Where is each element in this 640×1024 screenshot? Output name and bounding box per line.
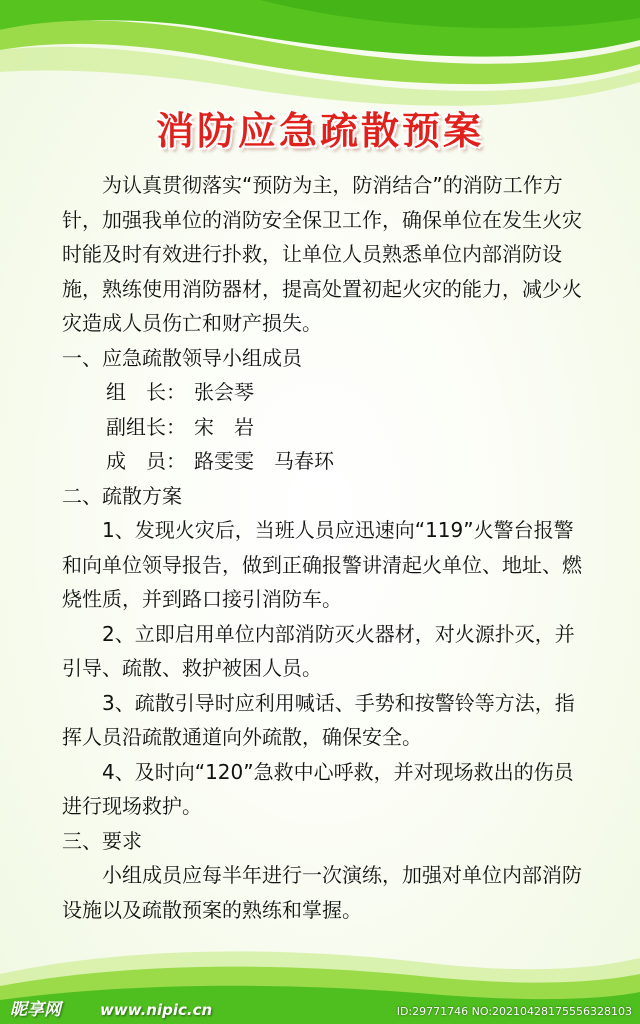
plan-item: 4、及时向“120”急救中心呼救，并对现场救出的伤员进行现场救护。 bbox=[62, 759, 574, 818]
member-row bbox=[62, 410, 582, 445]
document-title: 消防应急疏散预案 bbox=[155, 109, 484, 153]
member-label: 组 长： bbox=[106, 380, 186, 404]
document-body bbox=[62, 168, 582, 927]
watermark-logo: 昵享网 bbox=[10, 1000, 61, 1020]
member-value: 路雯雯 马春环 bbox=[194, 449, 334, 473]
member-label: 副组长： bbox=[106, 414, 186, 439]
watermark-site: www.nipic.cn bbox=[100, 1001, 213, 1019]
watermark-footer bbox=[0, 994, 640, 1020]
plan-item: 2、立即启用单位内部消防灭火器材，对火源扑灭，并引导、疏散、救护被困人员。 bbox=[62, 621, 575, 680]
member-row bbox=[62, 444, 582, 479]
section2-heading: 二、疏散方案 bbox=[62, 483, 182, 508]
watermark-id: ID:29771746 NO:20210428175556328103 bbox=[396, 1005, 632, 1018]
member-label: 成 员： bbox=[106, 449, 186, 473]
section3-heading: 三、要求 bbox=[62, 828, 142, 853]
member-value: 宋 岩 bbox=[194, 414, 254, 439]
intro-paragraph: 为认真贯彻落实“预防为主，防消结合”的消防工作方针，加强我单位的消防安全保卫工作，确保单位在发生火灾时能及时有效进行扑救，让单位人员熟悉单位内部消防设施，熟练使用消防器材，提高处置初起火灾的能力，减少火灾造成人员伤亡和财产损失。 bbox=[62, 173, 582, 335]
section1-heading: 一、应急疏散领导小组成员 bbox=[62, 345, 302, 370]
member-value: 张会琴 bbox=[194, 380, 254, 404]
requirement-paragraph: 小组成员应每半年进行一次演练，加强对单位内部消防设施以及疏散预案的熟练和掌握。 bbox=[62, 863, 582, 922]
member-row bbox=[62, 375, 582, 410]
plan-item: 3、疏散引导时应利用喊话、手势和按警铃等方法，指挥人员沿疏散通道向外疏散，确保安全。 bbox=[62, 690, 575, 749]
plan-item: 1、发现火灾后，当班人员应迅速向“119”火警台报警和向单位领导报告，做到正确报警讲清起火单位、地址、燃烧性质，并到路口接引消防车。 bbox=[62, 518, 582, 611]
